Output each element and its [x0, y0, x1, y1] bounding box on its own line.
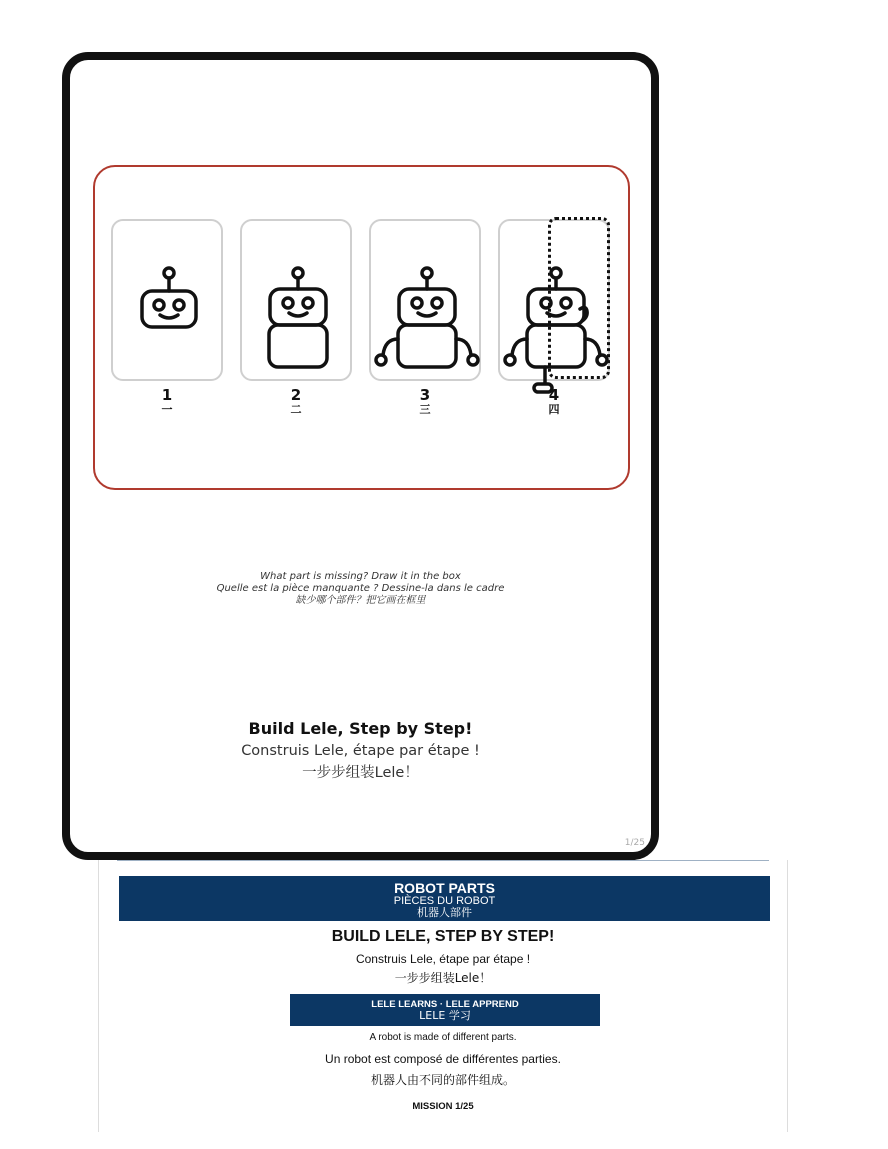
step-number: 3 [419, 386, 431, 404]
summary-title: BUILD LELE, STEP BY STEP! [331, 928, 555, 945]
banner-title: ROBOT PARTS [394, 880, 495, 896]
puzzle-frame [93, 165, 630, 490]
robot-head-body-icon [242, 221, 354, 383]
lele-learns-banner [290, 994, 600, 1026]
step-card-1 [111, 219, 223, 381]
mission-label: MISSION 1/25 [412, 1101, 474, 1112]
page-number: 1/25 [624, 838, 645, 848]
step-number: 2 [290, 386, 302, 404]
step-3 [369, 219, 481, 417]
headline [70, 718, 651, 784]
step-number-cn: 二 [290, 403, 302, 416]
robot-head-body-arms-icon [371, 221, 483, 383]
learn-banner-title: LELE LEARNS · LELE APPREND [371, 999, 519, 1010]
headline-cn: 一步步组装Lele！ [302, 765, 419, 781]
instructions [70, 571, 651, 607]
robot-head-icon [113, 221, 225, 383]
headline-fr: Construis Lele, étape par étape ! [241, 743, 480, 759]
banner-subtitle-fr: PIÈCES DU ROBOT [393, 895, 496, 907]
step-1 [111, 219, 223, 417]
fact-fr: Un robot est composé de différentes parties. [325, 1052, 561, 1066]
worksheet-page [62, 52, 659, 860]
summary-subtitle-cn: 一步步组装Lele！ [394, 971, 492, 985]
learn-banner-cn: LELE 学习 [419, 1009, 471, 1022]
step-number: 1 [161, 386, 173, 404]
step-number-cn: 一 [161, 403, 173, 416]
instruction-fr: Quelle est la pièce manquante ? Dessine-la dans le cadre [216, 583, 505, 594]
fact-cn: 机器人由不同的部件组成。 [370, 1073, 515, 1087]
step-card-2 [240, 219, 352, 381]
instruction-en: What part is missing? Draw it in the box [260, 571, 461, 582]
summary-subtitle-fr: Construis Lele, étape par étape ! [355, 952, 531, 966]
robot-foot-icon [531, 381, 557, 395]
headline-en: Build Lele, Step by Step! [248, 719, 473, 738]
divider [117, 860, 769, 861]
step-number-cn: 四 [548, 403, 560, 416]
instruction-cn: 缺少哪个部件？把它画在框里 [295, 595, 426, 606]
robot-parts-banner [119, 876, 770, 921]
step-number: 4 [548, 386, 560, 404]
step-2 [240, 219, 352, 417]
summary-panel [98, 860, 788, 1132]
fact-en: A robot is made of different parts. [369, 1032, 517, 1043]
step-number-cn: 三 [419, 403, 431, 416]
drawing-box[interactable] [548, 217, 610, 379]
step-card-3 [369, 219, 481, 381]
banner-subtitle-cn: 机器人部件 [417, 906, 472, 919]
